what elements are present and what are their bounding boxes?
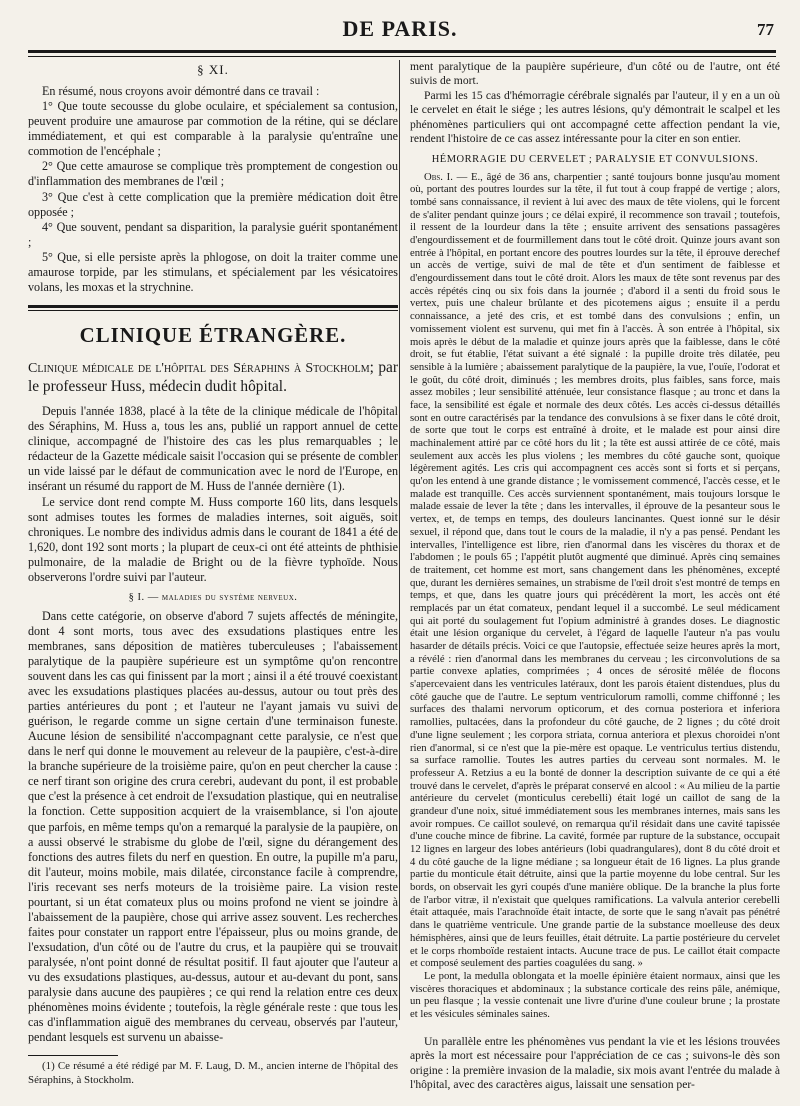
closing-paragraph: Un parallèle entre les phénomènes vus pendant la vie et les lésions trouvées après la mort est nécessaire pour l'appréciation de ce cas ; suivons-le dès son origine : la première invasion de la maladie, six mois avant l'entrée du malade à l'hôpital, avec des caractères aigus, laissait une sensation per-	[410, 1034, 780, 1092]
column-divider	[399, 60, 400, 1020]
observation-body: E., âgé de 36 ans, charpentier ; santé toujours bonne jusqu'au moment où, portant des poutres lourdes sur la tête, il fut tout à coup frappé de vertige ; alors, tombé sans connaissance, il revient à lui avec des maux de tête violens, qui le forcent de s'aliter pendant quinze jours ; ce délai expiré, il recommence son travail ; toutefois, il ressent de la lourdeur dans la tête ; ensuite arrivent des sensations passagères d'engourdissement et de fourmillement dans tout le côté droit. Quinze jours avant son entrée à l'hôpital, en portant encore des poutres lourdes sur la tête, il éprouve derechef un accès de vertige, suivi de mal de tête et d'un sentiment de faiblesse et d'engourdissement dans tout le côté droit. Alors les maux de tête sont revenus par des accès répétés cinq ou six fois dans la journée ; d'abord il a senti du froid sous le vertex, puis une chaleur brûlante et des picotemens aigus ; ensuite il a perdu connaissance, a jeté des cris, et est tombé dans des convulsions ; enfin, un vomissement violent est survenu, qui met fin à l'accès. À son entrée à l'hôpital, six mois après le début de la maladie et quinze jours après que la faiblesse, dans le côté droit, se fut établie, l'état suivant a été signalé : la pupille droite très dilatée, peu sensible à la lumière ; abaissement paralytique de la paupière, la vue, l'ouïe, l'odorat et le goût, du côté droit, diminués ; les membres droits, plus faibles, sans force, mais assez mobiles ; leur sensibilité atténuée, leur consistance flasque ; au tronc et dans la face, la sensibilité est égale et normale des deux côtés. Les accès ci-dessus détaillés sont en outre caractérisés par la tendance des convulsions à se fixer dans le côté droit, de sorte que tout le corps est entraîné à droite, et le malade est pour ainsi dire machinalement attiré par ce côté hors du lit ; la tête est aussi attirée de ce côté, mais seulement aux accès les plus violens ; les membres du côté gauche sont, quoique légèrement agités. Les cris qui accompagnent ces accès sont si forts et si perçans, qu'on les entend à une grande distance ; le vomissement commencé, l'accès cesse, et le malade est tranquille. Ces accès surviennent spontanément, mais toujours lorsque le malade essaie de lever la tête ; dans les intervalles, il éprouve de la pesanteur sous le vertex, et, de temps en temps, des douleurs lancinantes. Quest ionné sur le désir sexuel, il répond que, dans tout le cours de la maladie, il n'y a pas pensé. Pendant les intervalles, l'intelligence est libre, rien d'anormal dans les viscères du thorax et de l'abdomen ; le pouls 65 ; l'appétit plutôt augmenté que diminué. Après cinq semaines de traitement, cet homme est mort, sans changement dans les phénomènes, excepté que, durant les dernières semaines, un strabisme de l'œil droit s'est montré de temps en temps, et que, dans les quatre jours qui précédèrent la mort, les accès ont été remplacés par un état comateux, pendant lequel il a succombé. Le seul médicament qui ait porté du soulagement fut l'opium administré à grandes doses. Le diagnostic était une lésion organique du cervelet, à l'égard de laquelle l'auteur n'a pas voulu hasarder de détails précis. Voici ce que l'autopsie, effectuée seize heures après la mort, a révélé : rien d'anormal dans les membranes du cerveau ; les circonvolutions de sa partie convexe aplaties, comprimées ; 4 onces de sérosité mêlée de flocons s'apercevaient dans les ventricules latéraux, dont les parois étaient distendues, plus du côté gauche que de l'autre. Le septum ventriculorum ramolli, comme chiffonné ; les surfaces des thalami nervorum opticorum, et des cornua posteriora et inferiora ramollies, pultacées, dans la profondeur du côté gauche, de 2 lignes ; du côté droit d'une ligne seulement ; les corpora striata, cornua anteriora et plexus choroidei n'ont rien d'anormal, si ce n'est que la pie-mère est opaque. Le ventriculus tertius distendu, sa surface ramollie. Toutes les autres parties du cerveau sont normales. M. le professeur A. Retzius a eu la bonté de donner la description suivante de ce qui a été trouvé dans le cervelet, d'après le préparat conservé en alcool : « Au milieu de la partie antérieure du cervelet (monticulus cerebelli) était logé un caillot de sang de la grandeur d'une noix, situé immédiatement sous les membranes internes, mais sans les avoir rompues. Ce caillot soulevé, on remarqua qu'il résidait dans une cavité tapissée d'une couche mince de fibrine. La cavité, formée par rupture de la substance, occupait 12 lignes en largeur des lobes antérieurs (lobi quadrangulares), dont 8 du côté droit et 4 du côté gauche de la ligne médiane ; sa longueur était de 16 lignes. La plus grande partie du monticule était détruite, ainsi que la partie moyenne du lobe central. Sur les bords, on observait les gyri coupés d'une manière oblique. De la branche la plus forte de l'arbor vitræ, il n'existait que quelques ramifications. La valvula anterior cerebelli était attaquée, mais l'arachnoïde était intacte, de sorte que le sang n'avait pas pénétré dans le quatrième ventricule. Une grande partie de la substance moelleuse des deux hémisphères, ainsi que de leurs feuilles, était détruite. La partie postérieure du cervelet et le corps rhomboïde restaient intacts. Aucune trace de pus. Le caillot était compacte et composé seulement des parties coagulées du sang. »	[410, 170, 780, 970]
section-one-heading	[28, 591, 398, 604]
closing-block	[410, 1035, 780, 1093]
paragraph-1: Depuis l'année 1838, placé à la tête de la clinique médicale de l'hôpital des Séraphins, M. Huss a, tous les ans, publié un rapport annuel de cette clinique, accompagné de l'histoire des cas les plus remarquables ; le rédacteur de la Gazette médicale saisit l'occasion qui se présente de combler un vide laissé par le défaut de communication avec le nord de l'Europe, en insérant un résumé du rapport de M. Huss de l'année dernière (1).	[28, 404, 398, 494]
paragraph-2: Le service dont rend compte M. Huss comporte 160 lits, dans lesquels sont admises toutes les formes de maladies internes, soit aiguës, soit chroniques. Le nombre des individus admis dans le courant de 1841 a été de 1,620, dont 192 sont morts ; la plupart de ceux-ci ont été atteints de phthisie pulmonaire, de la maladie de Bright ou de la fièvre typhoïde. Nous observerons l'ordre suivi par l'auteur.	[28, 494, 398, 584]
article-separator-thin	[28, 310, 398, 311]
clinic-header	[28, 359, 398, 397]
header-rule-thin	[28, 56, 776, 57]
section-one-mark: § I. —	[128, 591, 159, 603]
right-column	[410, 60, 780, 1100]
running-head	[0, 14, 800, 44]
summary-point-4: 4° Que souvent, pendant sa disparition, la paralysie guérit spontanément ;	[28, 219, 398, 249]
footnote-rule	[28, 1055, 118, 1056]
observation-label: Obs. I. —	[424, 170, 468, 183]
header-rule	[28, 50, 776, 53]
summary-point-2: 2° Que cette amaurose se complique très promptement de congestion ou d'inflammation des membranes de l'œil ;	[28, 159, 398, 189]
clinic-title: CLINIQUE ÉTRANGÈRE.	[79, 322, 347, 347]
article-separator-thick	[28, 305, 398, 308]
paragraph-hemorrhage: Parmi les 15 cas d'hémorragie cérébrale signalés par l'auteur, il y en a un où le cervelet en était le siége ; les autres lésions, qu'y démontrait le scalpel et les phénomènes particuliers qui ont accompagné cette affection pendant la vie, rendent l'histoire de ce cas assez intéressante pour la citer en son entier.	[410, 88, 780, 146]
continuation-text: ment paralytique de la paupière supérieure, d'un côté ou de l'autre, ont été suivis de mort.	[410, 60, 780, 88]
observation-block	[410, 171, 780, 1021]
summary-point-5: 5° Que, si elle persiste après la phlogose, on doit la traiter comme une amaurose torpide, par les stimulans, et spécialement par les vésicatoires volans, les moxas et la strychnine.	[28, 249, 398, 294]
footnote: (1) Ce résumé a été rédigé par M. F. Laug, D. M., ancien interne de l'hôpital des Séraphins, à Stockholm.	[28, 1060, 398, 1086]
observation-heading: HÉMORRAGIE DU CERVELET ; PARALYSIE ET CONVULSIONS.	[431, 153, 759, 165]
page-number: 77	[757, 20, 774, 39]
clinic-header-rest: ; par le professeur Huss, médecin dudit hôpital.	[28, 358, 398, 395]
clinic-header-smallcaps: Clinique médicale de l'hôpital des Séraphins à Stockholm	[28, 360, 370, 376]
running-title: DE PARIS.	[342, 16, 458, 41]
paragraph-meningite: Dans cette catégorie, on observe d'abord 7 sujets affectés de méningite, dont 4 sont morts, tous avec des exsudations plastiques entre les membranes, sans déposition de matières tuberculeuses ; l'abaissement paralytique de la paupière supérieure est un symptôme qu'on rencontre souvent dans les cas qui finissent par la mort ; ainsi il a été trouvé coexistant avec les exsudations plastiques placées au-dessus, autour ou tout près des parties antérieures du pont ; et l'auteur ne l'ayant jamais vu suivi de guérison, le regarde comme un signe certain d'une terminaison funeste. Aucune lésion de sensibilité n'accompagnant cette paralysie, ce n'est que dans le nerf qui donne le mouvement au releveur de la paupière, c'est-à-dire la branche supérieure de la troisième paire, qu'on en peut chercher la cause : ce nerf tirant son origine des crura cerebri, audevant du pont, il est probable que c'est la présence à cet endroit de l'exsudation plastique, qui en neutralise la fonction. Cette supposition acquiert de la vraisemblance, si l'on ajoute que parfois, en même temps qu'on a remarqué la paralysie de la paupière, on a aussi observé le strabisme du globe de l'œil, signe du dérangement des fonctions des autres filets du nerf en question. En outre, la pupille m'a paru, dit l'auteur, moins mobile, mais dilatée, circonstance facile à comprendre, l'iris recevant ses nerfs moteurs de la troisième paire. La vision reste pourtant, si un état comateux plus ou moins profond ne vient se joindre à l'abaissement de la paupière, chose qui arrive assez souvent. Les recherches faites pour constater un rapport entre l'épaisseur, plus ou moins grande, de l'exsudation, d'un côté ou de l'autre du crus, et la paupière qui se trouvait paralysée, n'ont point donné de résultat positif. Il faut ajouter que l'auteur a vu des exsudations plastiques, au-dessus, autour et au-devant du pont, sans paralysie dans aucune des paupières ; ce qui rend la relation entre ces deux phénomènes moins évidente ; toutefois, la règle générale reste : que tous les cas d'inflammation aiguë des membranes du cerveau, observés par l'auteur, pendant lesquels est survenu un abaisse-	[28, 608, 398, 1045]
left-column	[28, 60, 398, 1100]
observation-text-two: Le pont, la medulla oblongata et la moelle épinière étaient normaux, ainsi que les viscères thoraciques et abdominaux ; la substance corticale des reins pâle, anémique, un peu flasque ; la vessie contenait une livre d'urine d'une couleur brune ; la prostate et les vésicules séminales saines.	[410, 969, 780, 1020]
summary-point-3: 3° Que c'est à cette complication que la première médication doit être opposée ;	[28, 189, 398, 219]
section-one-title: maladies du système nerveux.	[161, 591, 298, 603]
summary-intro: En résumé, nous croyons avoir démontré dans ce travail :	[42, 84, 320, 99]
section-xi-heading: § XI.	[197, 62, 229, 77]
observation-text	[410, 171, 780, 970]
summary-point-1: 1° Que toute secousse du globe oculaire, et spécialement sa contusion, peuvent produire une amaurose par commotion de la rétine, qui se déclare immédiatement, et qui est comparable à la paralysie qu'entraîne une commotion de l'encéphale ;	[28, 99, 398, 159]
